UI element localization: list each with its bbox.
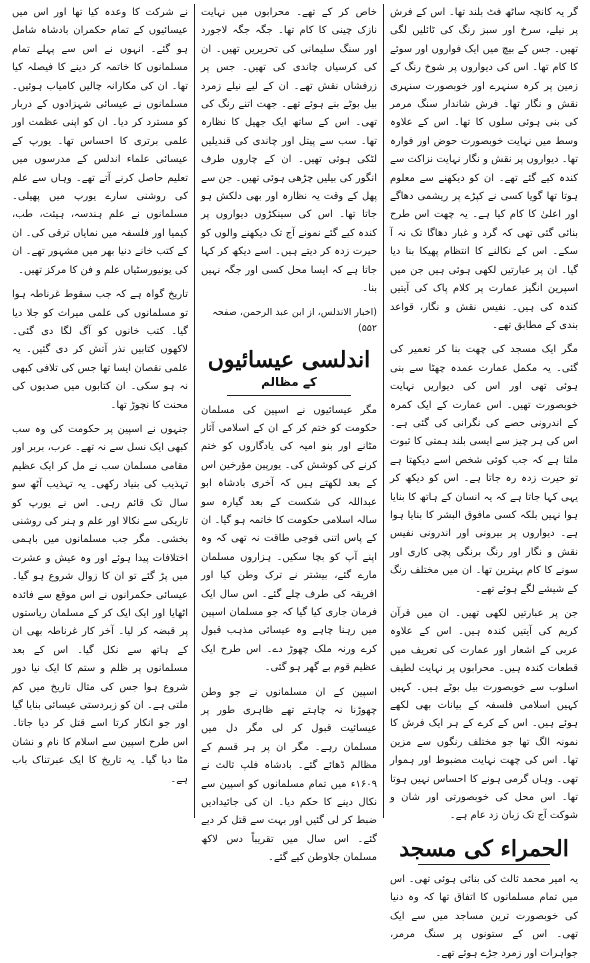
right-column xyxy=(384,4,584,959)
andalusian-christians-heading: اندلسی عیسائیوں xyxy=(207,346,371,373)
andalusian-christians-subheading: کے مظالم xyxy=(261,374,317,389)
left-paragraph-3: جنہوں نے اسپین پر حکومت کی وہ سب کبھی ایک نسل سے نہ تھے۔ عرب، بربر اور مقامی مسلمان سب نے مل کر ایک عظیم تہذیب کی بنیاد رکھی۔ یہ تہذیب آٹھ سو سال تک قائم رہی۔ اس نے یورپ کو تاریکی سے نکالا اور علم و ہنر کی روشنی بخشی۔ مگر جب مسلمانوں میں باہمی اختلافات پیدا ہوئے اور وہ عیش و عشرت میں پڑ گئے تو ان کا زوال شروع ہو گیا۔ عیسائی حکمرانوں نے اس موقع سے فائدہ اٹھایا اور ایک ایک کر کے مسلمان ریاستوں پر قبضہ کر لیا۔ آخر کار غرناطہ بھی ان کے ہاتھ سے نکل گیا۔ اس کے بعد مسلمانوں پر ظلم و ستم کا ایک نیا دور شروع ہوا جس کی مثال تاریخ میں کم ملتی ہے۔ ان کو زبردستی عیسائی بنایا گیا اور جو انکار کرتا اسے قتل کر دیا جاتا۔ اس طرح اسپین سے اسلام کا نام و نشان مٹا دیا گیا۔ یہ تاریخ کا ایک عبرتناک باب ہے۔ xyxy=(12,423,188,785)
middle-column xyxy=(194,4,384,864)
left-paragraph-1: نے شرکت کا وعدہ کیا تھا اور اس میں عیسائیوں کے تمام حکمران بادشاہ شامل ہو گئے۔ انہوں نے اس سے پہلے تمام مسلمانوں کا خاتمہ کر دینے کا فیصلہ کیا تھا۔ ان کی مکارانہ چالیں کامیاب ہوئیں۔ مسلمانوں نے عیسائی شہزادوں کے دربار کو مسترد کر دیا۔ ان کو اپنی عظمت اور علمی برتری کا احساس تھا۔ یورپ کے عیسائی علماء اندلس کے مدرسوں میں تعلیم حاصل کرنے آتے تھے۔ وہاں سے علم کی روشنی سارے یورپ میں پھیلی۔ مسلمانوں نے علم ہندسہ، ہیئت، طب، کیمیا اور فلسفہ میں نمایاں ترقی کی۔ ان کے کتب خانے دنیا بھر میں مشہور تھے۔ ان کی یونیورسٹیاں علم و فن کا مرکز تھیں۔ xyxy=(12,7,188,276)
middle-paragraph-2: مگر عیسائیوں نے اسپین کی مسلمان حکومت کو ختم کر کے ان کے اسلامی آثار مٹانے اور بنو امیہ کی یادگاروں کو ختم کرنے کی کوشش کی۔ یورپین مؤرخین اس کے بعد لکھتے ہیں کہ آخری بادشاہ ابو عبداللہ کی شکست کے بعد گیارہ سو سالہ اسلامی حکومت کا خاتمہ ہو گیا۔ ان کے پاس اتنی فوجی طاقت نہ تھی کہ وہ اپنے آپ کو بچا سکیں۔ ہزاروں مسلمان مارے گئے، بیشتر نے ترک وطن کیا اور افریقہ کی طرف چلے گئے۔ اس سال ایک فرمان جاری کیا گیا کہ جو مسلمان اسپین میں رہنا چاہے وہ عیسائی مذہب قبول کرے ورنہ ملک چھوڑ دے۔ اس طرح ایک عظیم قوم بے گھر ہو گئی۔ xyxy=(201,404,377,674)
left-paragraph-2: تاریخ گواہ ہے کہ جب سقوط غرناطہ ہوا تو مسلمانوں کی علمی میراث کو جلا دیا گیا۔ کتب خانوں کو آگ لگا دی گئی۔ لاکھوں کتابیں نذر آتش کر دی گئیں۔ یہ علمی نقصان ایسا تھا جس کی تلافی کبھی نہ ہو سکی۔ ان کتابوں میں صدیوں کی محنت کا نچوڑ تھا۔ xyxy=(12,289,188,411)
right-paragraph-4: یہ امیر محمد ثالث کی بنائی ہوئی تھی۔ اس میں تمام مسلمانوں کا اتفاق تھا کہ وہ دنیا کی خوبصورت ترین مساجد میں سے ایک تھی۔ اس کے ستونوں پر سنگ مرمر، جواہرات اور زمرد جڑے ہوئے تھے۔ xyxy=(390,873,578,959)
columns xyxy=(6,4,584,959)
left-column xyxy=(6,4,194,818)
heading-divider xyxy=(418,864,550,865)
right-paragraph-1: گر یہ کانچہ ساٹھ فٹ بلند تھا۔ اس کے فرش پر نیلے، سرخ اور سبز رنگ کی ٹائلیں لگی تھیں۔ جس کے بیچ میں ایک فواروں اور سوئے کا کام تھا۔ اس کی دیواروں پر شوخ رنگ کے زمین پر کرہ سنہرے اور خوبصورت سنہری نقش و نگار تھا۔ فرش شاندار سنگ مرمر کی بنی ہوئی سلوں کا تھا۔ اس کے علاوہ وسط میں نہایت خوبصورت حوض اور فوارہ تھا۔ دیواروں پر نقش و نگار نہایت نزاکت سے کندہ کیے گئے تھے۔ ان کو دیکھنے سے معلوم ہوتا تھا گویا کسی نے کپڑے پر ریشمی دھاگے اور اعلیٰ کا کام کیا ہے۔ یہ چھت اس طرح بنائی گئی تھی کہ گرد و غبار دھاگا تک نہ آ سکے۔ اس کے نکالنے کا انتظام پھیکا بنا دیا گیا۔ ان پر عبارتیں لکھی ہوئی ہیں جن میں اسپرین انگیز عمارت پر کلام پاک کی آیتیں کندہ کی ہیں۔ نفیس نقش و نگار، قواعد بندی کے مطابق تھے۔ xyxy=(389,7,578,331)
middle-paragraph-1: خاص کر کے تھے۔ محرابوں میں نہایت نازک چینی کا کام تھا۔ جگہ جگہ لاجورد اور سنگ سلیمانی کی تحریریں تھیں۔ ان کی کرسیاں چاندی کی تھیں۔ جس پر زرفشاں نقش تھے۔ ان کے لیے نیلے زمرد بیل بوٹے بنے ہوئے تھے۔ جھت اتنے رنگ کی تھی۔ اس کے ساتھ ایک جھیل کا نظارہ تھا۔ سب سے پیتل اور چاندی کی قندیلیں لٹکی ہوئی تھیں۔ ان کے چاروں طرف انگور کی بیلیں چڑھی ہوئی تھیں۔ جن سے پھل کے وقت یہ نظارہ اور بھی دلکش ہو جاتا تھا۔ اس کی سینکڑوں دیواروں پر کندہ کیے گئے نمونے آج تک دیکھنے والوں کو حیرت زدہ کر دیتے ہیں۔ اسے دیکھ کر کہا جاتا ہے کہ ایسا محل کسی اور جگہ نہیں بنا۔ xyxy=(201,7,377,295)
right-paragraph-3: جن پر عبارتیں لکھی تھیں۔ ان میں قرآن کریم کی آیتیں کندہ ہیں۔ اس کے علاوہ عربی کے اشعار اور عمارت کی تعریف میں قطعات کندہ ہیں۔ محرابوں پر نہایت لطیف اسلوب سے خوبصورت بیل بوٹے ہیں۔ کہیں کہیں اسلامی فلسفہ کے بیانات بھی لکھے ہوئے ہیں۔ اس کے کرے کے ہر ایک فرش کا نمونہ الگ تھا جو مختلف رنگوں سے مزین تھا۔ اس کی چھت نہایت مضبوط اور ہموار تھی۔ وہاں گرمی ہونے کا احساس نہیں ہوتا تھا۔ اس محل کی خوبصورتی اور شان و شوکت آج تک زبان زد عام ہے۔ xyxy=(390,608,578,822)
alhambra-mosque-heading: الحمراء کی مسجد xyxy=(399,835,569,862)
right-paragraph-2: مگر ایک مسجد کی چھت بنا کر تعمیر کی گئی۔ یہ مکمل عمارت عمدہ چھٹا سے بنی ہوئی تھی اور اس کی دیواریں نہایت خوبصورت تھیں۔ اس عمارت کے ایک کمرہ کے اندرونی حصے کی نگرانی کی گئی ہے۔ اس کی ہر چیز سے ایسی بلند ہمتی کا ثبوت ملتا ہے کہ جب کوئی شخص اسے دیکھتا ہے تو حیرت زدہ رہ جاتا ہے۔ اس کو دیکھ کر یہی کہا جاتا ہے کہ یہ انسان کے ہاتھ کا بنایا ہوا نہیں بلکہ کسی مافوق البشر کا بنایا ہوا ہے۔ دیواروں پر بیرونی اور اندرونی نفیس نقش و نگار اور رنگ برنگی پچی کاری اور سونے کا کام بہترین تھا۔ ان میں مختلف رنگ کے شیشے لگے ہوئے تھے۔ xyxy=(390,344,578,595)
source-citation: (اخبار الاندلس، از ابن عبد الرحمن، صفحہ ۵۵۲) xyxy=(212,306,377,334)
heading-divider xyxy=(227,395,350,396)
middle-paragraph-3: اسپین کے ان مسلمانوں نے جو وطن چھوڑنا نہ چاہتے تھے ظاہری طور پر عیسائیت قبول کر لی مگر دل میں مسلمان رہے۔ مگر ان پر ہر قسم کے مظالم ڈھائے گئے۔ بادشاہ فلپ ثالث نے ۱۶۰۹ء میں تمام مسلمانوں کو اسپین سے نکال دینے کا حکم دیا۔ ان کی جائیدادیں ضبط کر لی گئیں اور بہت سے قتل کر دیے گئے۔ اس سال میں تقریباً دس لاکھ مسلمان جلاوطن کیے گئے۔ xyxy=(201,686,377,864)
